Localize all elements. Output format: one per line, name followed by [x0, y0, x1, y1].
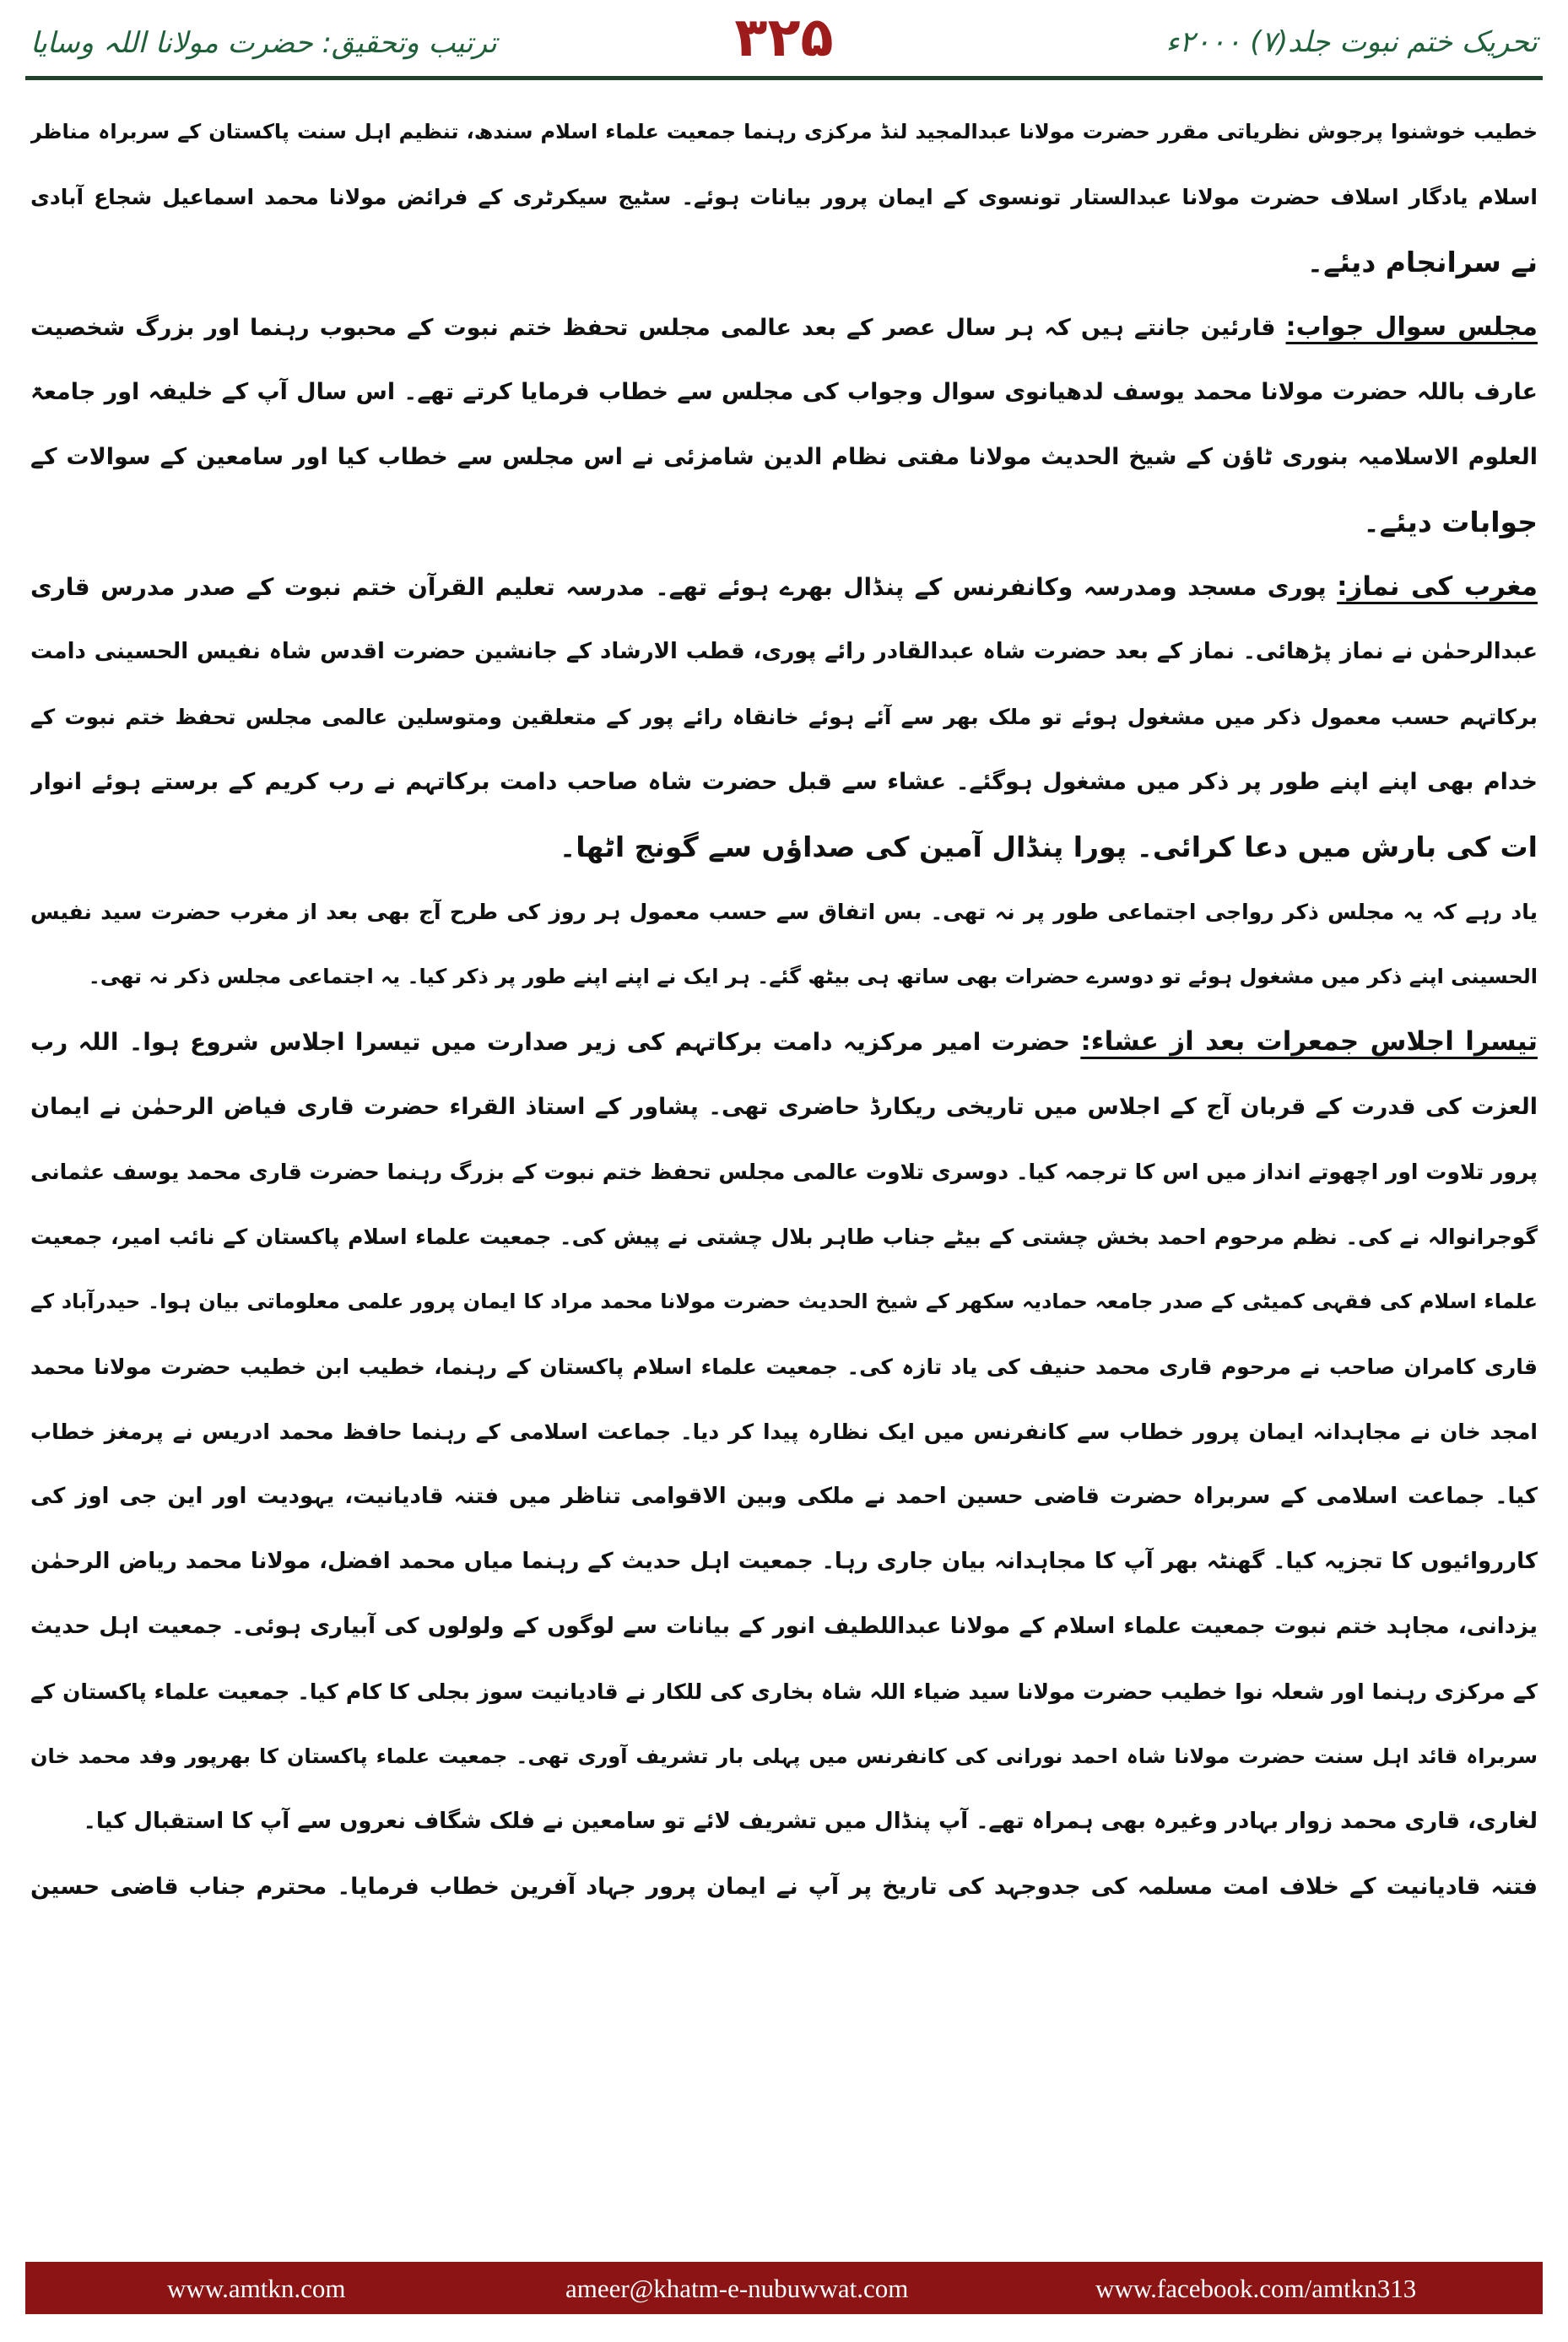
text-line	[30, 1269, 1538, 1334]
text-line	[30, 1724, 1538, 1789]
line-text: عبدالرحمٰن نے نماز پڑھائی۔ نماز کے بعد حضرت شاہ عبدالقادر رائے پوری، قطب الارشاد کے جانشین حضرت اقدس شاہ نفیس الحسینی دامت	[30, 639, 1538, 664]
text-line	[30, 619, 1538, 684]
page-number: ۳۲۵	[734, 7, 834, 69]
line-text: امجد خان نے مجاہدانہ ایمان پرور خطاب سے کانفرنس میں ایک نظارہ پیدا کر دیا۔ جماعت اسلامی کے رہنما حافظ محمد ادریس نے پرمغز خطاب	[30, 1420, 1538, 1444]
footer-facebook-link[interactable]: www.facebook.com/amtkn313	[1095, 2274, 1417, 2303]
text-line	[30, 1204, 1538, 1269]
line-text: کے مرکزی رہنما اور شعلہ نوا خطیب حضرت مولانا سید ضیاء اللہ شاہ بخاری کی للکار نے قادیانیت سوز بجلی کا کام کیا۔ جمعیت علماء پاکستان کے	[30, 1679, 1538, 1704]
text-line	[30, 1139, 1538, 1204]
text-line	[30, 879, 1538, 944]
line-text: خدام بھی اپنے اپنے طور پر ذکر میں مشغول ہوگئے۔ عشاء سے قبل حضرت شاہ صاحب دامت برکاتہم نے رب کریم کے برستے ہوئے انوار	[30, 769, 1538, 795]
text-line	[30, 1594, 1538, 1659]
line-text: قاری کامران صاحب نے مرحوم قاری محمد حنیف کی یاد تازہ کی۔ جمعیت علماء اسلام پاکستان کے رہنما، خطیب ابن خطیب حضرت مولانا محمد	[30, 1355, 1538, 1379]
text-line	[30, 554, 1538, 619]
line-text: العلوم الاسلامیہ بنوری ٹاؤن کے شیخ الحدیث مولانا مفتی نظام الدین شامزئی نے اس مجلس سے خطاب کیا اور سامعین کے سوالات کے	[30, 444, 1538, 470]
book-title: تحریک ختم نبوت جلد(۷) ۲۰۰۰ء	[1165, 25, 1538, 59]
text-line	[30, 230, 1538, 295]
line-text: سربراہ قائد اہل سنت حضرت مولانا شاہ احمد نورانی کی کانفرنس میں پہلی بار تشریف آوری تھی۔ جمعیت علماء پاکستان کا بھرپور وفد محمد خان	[30, 1744, 1538, 1768]
text-line	[30, 1789, 1538, 1854]
line-text: کیا۔ جماعت اسلامی کے سربراہ حضرت قاضی حسین احمد نے ملکی وبین الاقوامی تناظر میں فتنہ قادیانیت، یہودیت اور این جی اوز کی	[30, 1484, 1538, 1509]
text-line	[30, 1854, 1538, 1919]
line-text: کارروائیوں کا تجزیہ کیا۔ گھنٹہ بھر آپ کا مجاہدانہ بیان جاری رہا۔ جمعیت اہل حدیث کے رہنما میاں محمد افضل، مولانا محمد ریاض الرحمٰن	[30, 1549, 1538, 1574]
text-line	[30, 165, 1538, 230]
line-text: حضرت امیر مرکزیہ دامت برکاتہم کی زیر صدارت میں تیسرا اجلاس شروع ہوا۔ اللہ رب	[30, 1028, 1081, 1056]
section-heading: مجلس سوال جواب:	[1285, 312, 1538, 342]
line-text: نے سرانجام دیئے۔	[1306, 246, 1538, 279]
line-text: پرور تلاوت اور اچھوتے انداز میں اس کا ترجمہ کیا۔ دوسری تلاوت عالمی مجلس تحفظ ختم نبوت کے بزرگ رہنما حضرت قاری محمد یوسف عثمانی	[30, 1160, 1538, 1184]
page-footer	[25, 2262, 1543, 2314]
line-text: ات کی بارش میں دعا کرائی۔ پورا پنڈال آمین کی صداؤں سے گونج اٹھا۔	[559, 830, 1538, 863]
line-text: لغاری، قاری محمد زوار بہادر وغیرہ بھی ہمراہ تھے۔ آپ پنڈال میں تشریف لائے تو سامعین نے فلک شگاف نعروں سے آپ کا استقبال کیا۔	[83, 1809, 1538, 1834]
line-text: خطیب خوشنوا پرجوش نظریاتی مقرر حضرت مولانا عبدالمجید لنڈ مرکزی رہنما جمعیت علماء اسلام سندھ، تنظیم اہل سنت پاکستان کے سربراہ مناظر	[30, 120, 1538, 143]
line-text: جوابات دیئے۔	[1363, 506, 1538, 538]
line-text: العزت کی قدرت کے قربان آج کے اجلاس میں تاریخی ریکارڈ حاضری تھی۔ پشاور کے استاذ القراء حضرت قاری فیاض الرحمٰن نے ایمان	[30, 1094, 1538, 1120]
body-text	[30, 100, 1538, 2233]
text-line	[30, 814, 1538, 879]
line-text: الحسینی اپنے ذکر میں مشغول ہوئے تو دوسرے حضرات بھی ساتھ ہی بیٹھ گئے۔ ہر ایک نے اپنے اپنے طور پر ذکر کیا۔ یہ اجتماعی مجلس ذکر نہ تھی۔	[88, 965, 1538, 988]
text-line	[30, 749, 1538, 814]
line-text: یزدانی، مجاہد ختم نبوت جمعیت علماء اسلام کے مولانا عبداللطیف انور کے بیانات سے لوگوں کے ولولوں کی آبیاری ہوئی۔ جمعیت اہل حدیث	[30, 1614, 1538, 1639]
compiler-credit: ترتیب وتحقیق: حضرت مولانا اللہ وسایا	[30, 26, 497, 60]
header-divider	[25, 76, 1543, 80]
text-line	[30, 1074, 1538, 1139]
text-line	[30, 360, 1538, 425]
footer-email-link[interactable]: ameer@khatm-e-nubuwwat.com	[565, 2274, 909, 2303]
text-line	[30, 100, 1538, 165]
text-line	[30, 425, 1538, 489]
section-heading: تیسرا اجلاس جمعرات بعد از عشاء:	[1080, 1026, 1538, 1057]
line-text: پوری مسجد ومدرسہ وکانفرنس کے پنڈال بھرے ہوئے تھے۔ مدرسہ تعلیم القرآن ختم نبوت کے صدر مدرس قاری	[30, 573, 1338, 601]
text-line	[30, 1334, 1538, 1399]
line-text: علماء اسلام کی فقہی کمیٹی کے صدر جامعہ حمادیہ سکھر کے شیخ الحدیث حضرت مولانا محمد مراد کا ایمان پرور علمی معلوماتی بیان ہوا۔ حیدرآباد کے	[30, 1290, 1538, 1313]
text-line	[30, 295, 1538, 360]
text-line	[30, 1529, 1538, 1594]
page-header	[0, 0, 1568, 78]
line-text: فتنہ قادیانیت کے خلاف امت مسلمہ کی جدوجہد کی تاریخ پر آپ نے ایمان پرور جہاد آفرین خطاب فرمایا۔ محترم جناب قاضی حسین	[30, 1874, 1538, 1900]
text-line	[30, 684, 1538, 749]
line-text: یاد رہے کہ یہ مجلس ذکر رواجی اجتماعی طور پر نہ تھی۔ بس اتفاق سے حسب معمول ہر روز کی طرح آج بھی بعد از مغرب حضرت سید نفیس	[30, 900, 1538, 924]
line-text: گوجرانوالہ نے کی۔ نظم مرحوم احمد بخش چشتی کے بیٹے جناب طاہر بلال چشتی نے پیش کی۔ جمعیت علماء اسلام پاکستان کے نائب امیر، جمعیت	[30, 1225, 1538, 1249]
text-line	[30, 489, 1538, 554]
text-line	[30, 944, 1538, 1009]
text-line	[30, 1464, 1538, 1529]
line-text: عارف باللہ حضرت مولانا محمد یوسف لدھیانوی سوال وجواب کی مجلس سے خطاب فرمایا کرتے تھے۔ اس سال آپ کے خلیفہ اور جامعۃ	[30, 379, 1538, 405]
footer-website-link[interactable]: www.amtkn.com	[167, 2274, 346, 2303]
section-heading: مغرب کی نماز:	[1337, 571, 1538, 602]
text-line	[30, 1009, 1538, 1074]
text-line	[30, 1399, 1538, 1464]
line-text: قارئین جانتے ہیں کہ ہر سال عصر کے بعد عالمی مجلس تحفظ ختم نبوت کے محبوب رہنما اور بزرگ شخصیت	[30, 315, 1286, 341]
line-text: برکاتہم حسب معمول ذکر میں مشغول ہوئے تو ملک بھر سے آئے ہوئے خانقاہ رائے پور کے متعلقین ومتوسلین عالمی مجلس تحفظ ختم نبوت کے	[30, 705, 1538, 729]
line-text: اسلام یادگار اسلاف حضرت مولانا عبدالستار تونسوی کے ایمان پرور بیانات ہوئے۔ سٹیج سیکرٹری کے فرائض مولانا محمد اسماعیل شجاع آبادی	[30, 185, 1538, 209]
text-line	[30, 1659, 1538, 1724]
